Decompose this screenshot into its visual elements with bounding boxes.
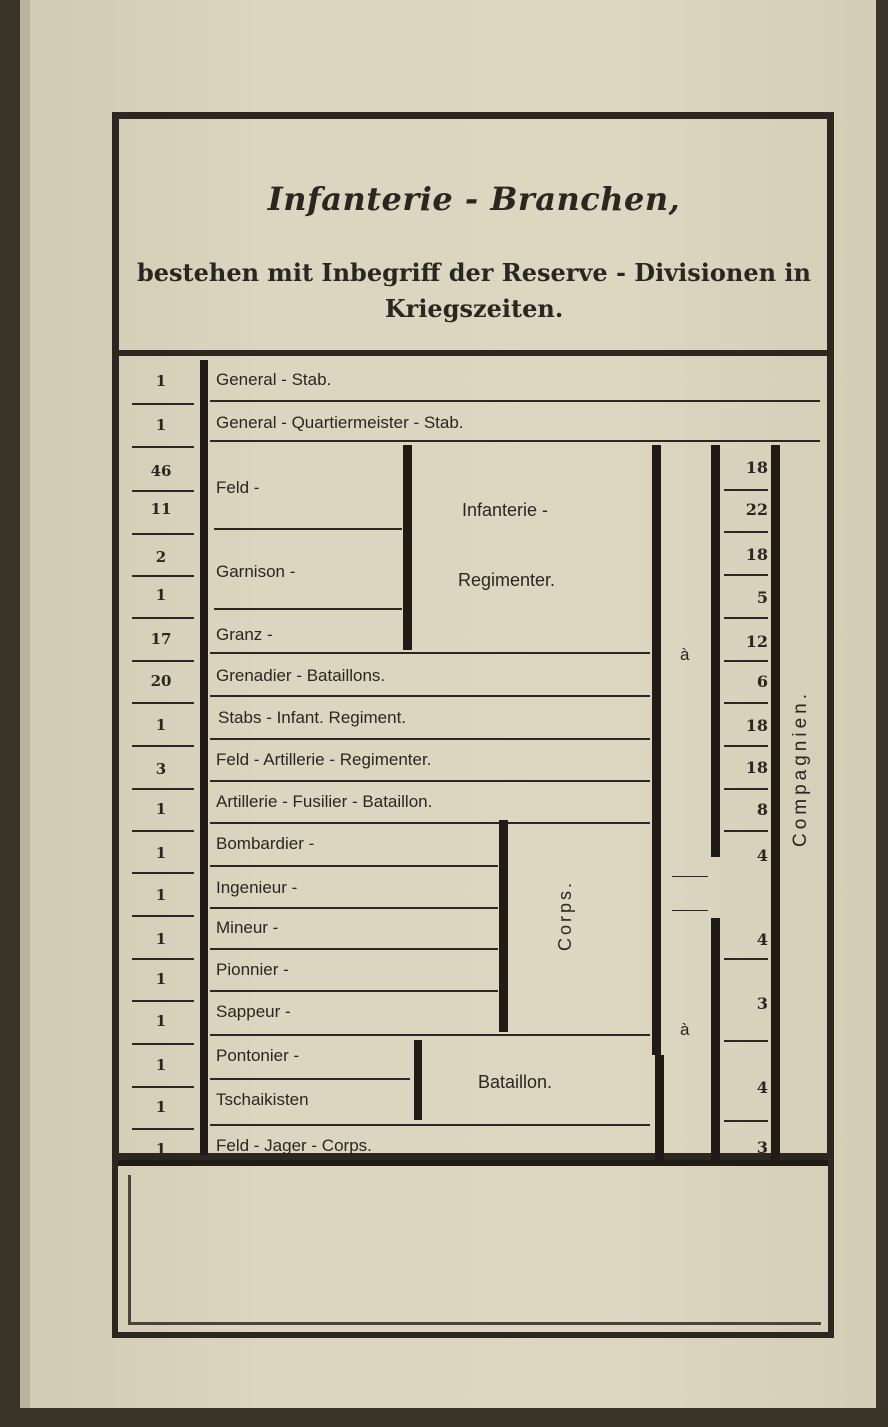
company-count: 18: [745, 458, 768, 477]
company-count: 8: [756, 800, 768, 819]
company-divider: [724, 531, 768, 533]
count-cell: 1: [155, 844, 167, 862]
company-divider: [724, 830, 768, 832]
company-count: 12: [745, 632, 768, 651]
a-column-break: [672, 876, 708, 877]
row-label: Ingenieur -: [216, 878, 298, 897]
count-cell: 1: [155, 800, 167, 818]
row-divider: [214, 528, 402, 530]
count-cell: 1: [155, 1012, 167, 1030]
row-label: Grenadier - Bataillons.: [216, 666, 386, 685]
row-divider: [210, 400, 820, 402]
table-bottom-rule: [118, 1160, 828, 1166]
a-column-right-rule-lower: [711, 918, 720, 1163]
a-column-left-rule: [652, 445, 661, 1055]
count-cell: 1: [155, 886, 167, 904]
company-count: 18: [745, 716, 768, 735]
row-divider: [132, 958, 194, 960]
book-binding: [0, 0, 20, 1427]
row-divider: [132, 490, 194, 492]
a-marker: à: [680, 1020, 690, 1039]
company-count: 4: [756, 1078, 768, 1097]
count-cell: 1: [155, 586, 167, 604]
a-marker: à: [680, 645, 690, 664]
row-divider: [132, 533, 194, 535]
company-count: 6: [756, 672, 768, 691]
company-count: 22: [745, 500, 768, 519]
row-divider: [132, 915, 194, 917]
count-cell: 17: [150, 630, 172, 648]
row-label: General - Quartiermeister - Stab.: [216, 413, 464, 432]
count-cell: 1: [155, 1140, 167, 1158]
row-divider: [210, 738, 650, 740]
row-label: Garnison -: [216, 562, 296, 581]
row-label: Feld - Artillerie - Regimenter.: [216, 750, 432, 769]
count-cell: 1: [155, 372, 167, 390]
row-divider: [132, 830, 194, 832]
count-cell: 46: [150, 462, 172, 480]
row-divider: [214, 608, 402, 610]
count-cell: 1: [155, 930, 167, 948]
count-cell: 11: [150, 500, 172, 518]
group-bracket: [499, 820, 508, 1032]
row-divider: [210, 1078, 410, 1080]
company-divider: [724, 958, 768, 960]
company-count: 3: [756, 994, 768, 1013]
group-label: Corps.: [555, 880, 575, 952]
company-count: 18: [745, 758, 768, 777]
row-divider: [132, 660, 194, 662]
row-label: Mineur -: [216, 918, 279, 937]
row-label: Feld -: [216, 478, 260, 497]
company-count: 4: [756, 930, 768, 949]
company-divider: [724, 1040, 768, 1042]
count-column-rule: [200, 360, 208, 1155]
row-label: Granz -: [216, 625, 273, 644]
row-divider: [210, 652, 650, 654]
row-label: Bombardier -: [216, 834, 315, 853]
row-divider: [132, 617, 194, 619]
count-cell: 3: [155, 760, 167, 778]
row-label: Pontonier -: [216, 1046, 300, 1065]
company-divider: [724, 489, 768, 491]
a-column-left-rule-lower: [655, 1055, 664, 1165]
row-divider: [132, 575, 194, 577]
count-cell: 2: [155, 548, 167, 566]
row-divider: [132, 1086, 194, 1088]
row-divider: [132, 1043, 194, 1045]
row-divider: [132, 446, 194, 448]
row-divider: [132, 702, 194, 704]
row-divider: [210, 1034, 650, 1036]
company-divider: [724, 1120, 768, 1122]
company-divider: [724, 702, 768, 704]
row-divider: [132, 745, 194, 747]
group-bracket: [403, 445, 412, 650]
row-divider: [210, 440, 820, 442]
row-divider: [210, 865, 498, 867]
page-gutter: [20, 0, 30, 1427]
companies-label: Compagnien.: [790, 690, 811, 848]
row-label: General - Stab.: [216, 370, 332, 389]
row-divider: [132, 872, 194, 874]
row-label: Stabs - Infant. Regiment.: [218, 708, 407, 727]
company-divider: [724, 660, 768, 662]
company-divider: [724, 745, 768, 747]
a-column-right-rule: [711, 445, 720, 857]
a-column-break: [672, 910, 708, 911]
row-divider: [132, 788, 194, 790]
row-divider: [210, 948, 498, 950]
company-count: 18: [745, 545, 768, 564]
company-count: 3: [756, 1138, 768, 1157]
page-title: Infanterie - Branchen,: [267, 180, 681, 218]
row-divider: [210, 780, 650, 782]
footer-inner-rule: [128, 1175, 821, 1325]
count-cell: 1: [155, 970, 167, 988]
group-label: Regimenter.: [458, 570, 556, 590]
row-label: Pionnier -: [216, 960, 289, 979]
row-divider: [210, 822, 650, 824]
group-bracket: [414, 1040, 422, 1120]
group-label: Bataillon.: [478, 1072, 553, 1092]
count-cell: 20: [150, 672, 172, 690]
page-bottom-edge: [0, 1408, 888, 1427]
row-divider: [132, 1128, 194, 1130]
row-label: Sappeur -: [216, 1002, 291, 1021]
row-divider: [132, 403, 194, 405]
row-divider: [210, 695, 650, 697]
count-cell: 1: [155, 1056, 167, 1074]
company-count: 4: [756, 846, 768, 865]
row-label: Tschaikisten: [216, 1090, 309, 1109]
page-right-edge: [876, 0, 888, 1427]
row-label: Artillerie - Fusilier - Bataillon.: [216, 792, 433, 811]
page-subtitle: bestehen mit Inbegriff der Reserve - Divisionen in Kriegszeiten.: [136, 258, 811, 323]
group-label: Infanterie -: [462, 500, 549, 520]
company-divider: [724, 574, 768, 576]
company-divider: [724, 788, 768, 790]
count-cell: 1: [155, 1098, 167, 1116]
company-divider: [724, 617, 768, 619]
header-rule: [118, 350, 828, 356]
count-cell: 1: [155, 716, 167, 734]
count-cell: 1: [155, 416, 167, 434]
row-divider: [210, 1124, 650, 1126]
companies-column-rule: [771, 445, 780, 1163]
row-divider: [132, 1000, 194, 1002]
row-divider: [210, 907, 498, 909]
company-count: 5: [756, 588, 768, 607]
row-divider: [210, 990, 498, 992]
row-label: Feld - Jager - Corps.: [216, 1136, 372, 1155]
